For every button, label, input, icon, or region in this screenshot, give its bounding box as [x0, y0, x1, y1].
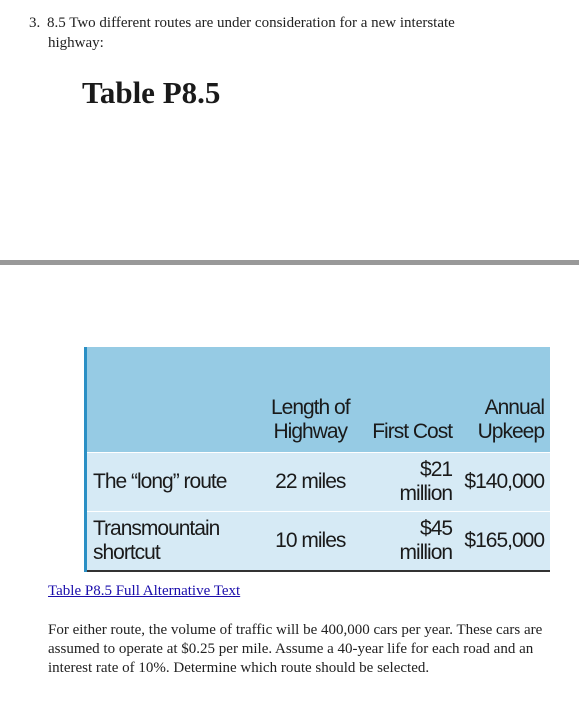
table-row [86, 453, 551, 512]
cell-length: 10 miles [263, 512, 357, 572]
question-text [29, 13, 559, 53]
cell-upkeep: $140,000 [458, 453, 550, 512]
cell-first-cost: $21 million [357, 453, 458, 512]
header-first-cost [357, 347, 458, 453]
header-route [86, 347, 264, 453]
alt-text-link[interactable]: Table P8.5 Full Alternative Text [48, 583, 241, 599]
problem-paragraph: For either route, the volume of traffic will be 400,000 cars per year. These cars are assumed to operate at $0.25 per mile. Assume a 40-year life for each road and an interest rate of 10%. Determine which route should be selected. [48, 622, 543, 676]
question-line-1: 8.5 Two different routes are under consideration for a new interstate [47, 15, 455, 31]
question-line-2: highway: [48, 35, 104, 51]
routes-table [84, 347, 550, 572]
header-length [263, 347, 357, 453]
cell-upkeep: $165,000 [458, 512, 550, 572]
header-upkeep-line-2: Upkeep [477, 420, 544, 443]
header-upkeep [458, 347, 550, 453]
question-number: 3. [29, 15, 41, 31]
table-row [86, 512, 551, 572]
cell-route: The “long” route [86, 453, 264, 512]
cell-first-cost: $45 million [357, 512, 458, 572]
cell-length: 22 miles [263, 453, 357, 512]
header-first-cost-label: First Cost [372, 420, 453, 443]
table-title: Table P8.5 [82, 75, 221, 110]
cell-route: Transmountain shortcut [86, 512, 264, 572]
section-divider [0, 260, 579, 265]
header-length-line-2: Highway [273, 420, 348, 443]
header-length-line-1: Length of [270, 396, 350, 419]
table-header-row [86, 347, 551, 453]
routes-table-container [84, 347, 550, 572]
header-upkeep-line-1: Annual [484, 396, 544, 419]
